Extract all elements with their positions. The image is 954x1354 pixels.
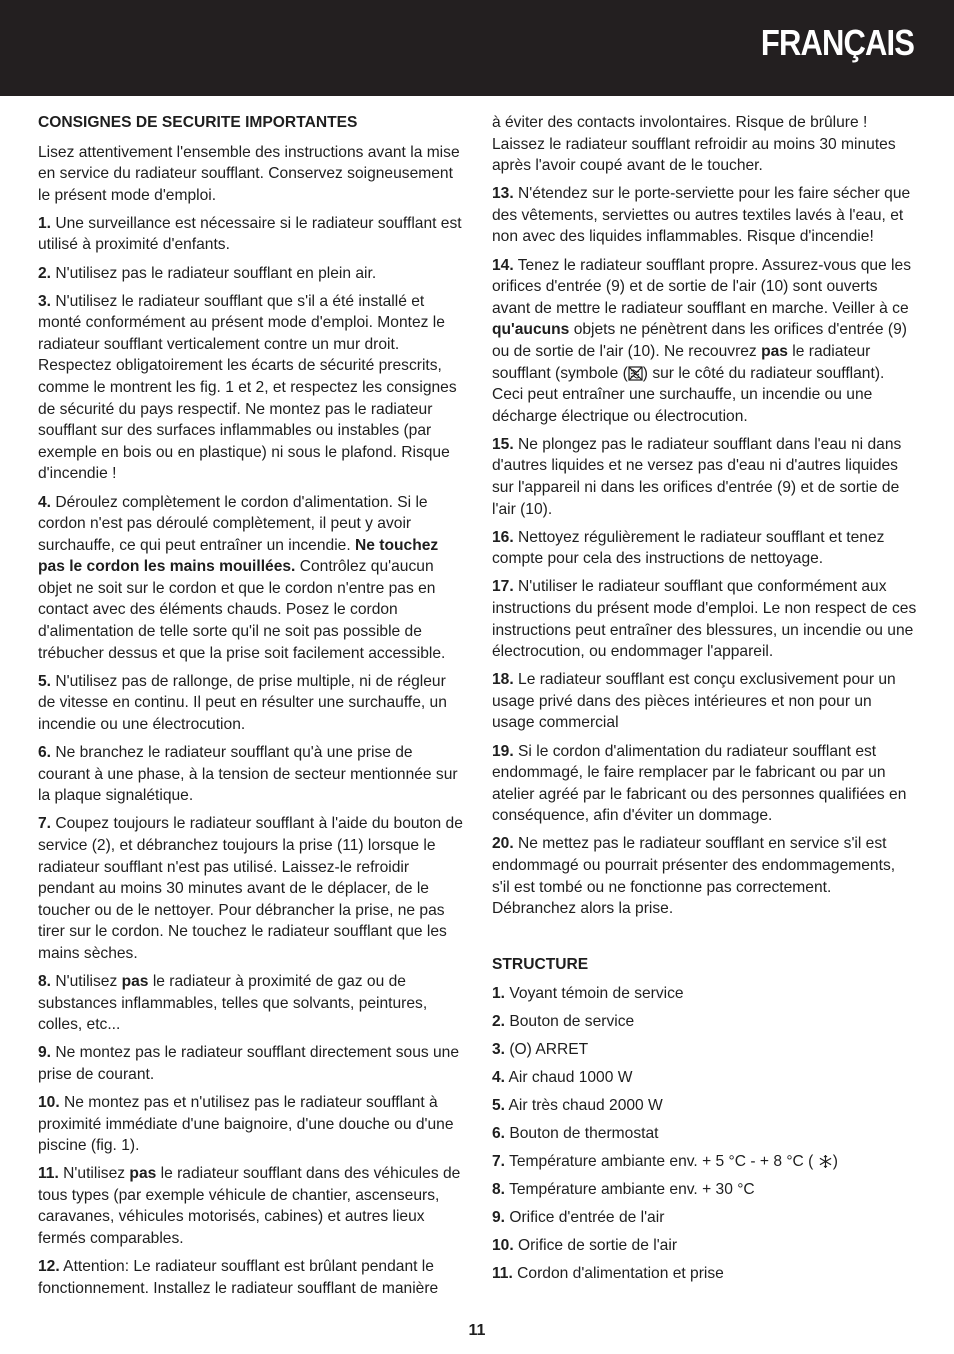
structure-heading: STRUCTURE xyxy=(492,956,589,974)
structure-item-1: 1. Voyant témoin de service xyxy=(492,984,684,1002)
safety-item-10: 10. Ne montez pas et n'utilisez pas le radiateur soufflant à proximité immédiate d'une baignoire, d'une douche ou d'une piscine (fig. 1). xyxy=(38,1093,454,1155)
structure-item-5: 5. Air très chaud 2000 W xyxy=(492,1096,663,1114)
structure-item-9: 9. Orifice d'entrée de l'air xyxy=(492,1208,665,1226)
do-not-cover-icon xyxy=(628,366,643,381)
safety-item-16: 16. Nettoyez régulièrement le radiateur soufflant et tenez compte pour cela des instructions de nettoyage. xyxy=(492,528,885,568)
safety-item-3: 3. N'utilisez le radiateur soufflant que s'il a été installé et monté conformément au présent mode d'emploi. Montez le radiateur soufflant verticalement contre un mur droit. Respectez obligatoirement les écarts de sécurité prescrits, comme le montrent les fig. 1 et 2, et respectez les consignes de sécurité du pays respectif. Ne montez pas le radiateur soufflant sur des surfaces inflammables ou instables (par exemple en bois ou en plastique) ni sous le plafond. Risque d'incendie ! xyxy=(38,292,457,483)
safety-item-14: 14. Tenez le radiateur soufflant propre. Assurez-vous que les orifices d'entrée (9) et de sortie de l'air (10) sont ouverts avant de mettre le radiateur soufflant en marche. Veiller à ce qu'aucuns objets ne pénètrent dans les orifices d'entrée (9) ou de sortie de l'air (10). Ne recouvrez pas le radiateur soufflant (symbole ( ) sur le côté du radiateur soufflant). Ceci peut entraîner une surchauffe, un incendie ou une décharge électrique ou électrocution. xyxy=(492,256,911,425)
structure-item-10: 10. Orifice de sortie de l'air xyxy=(492,1236,678,1254)
safety-heading: CONSIGNES DE SECURITE IMPORTANTES xyxy=(38,114,358,131)
safety-item-13: 13. N'étendez sur le porte-serviette pour les faire sécher que des vêtements, serviettes ou autres textiles lavés à l'eau, et non avec des liquides inflammables. Risque d'incendie! xyxy=(492,185,911,246)
safety-intro: Lisez attentivement l'ensemble des instructions avant la mise en service du radiateur soufflant. Conservez soigneusement le présent mode d'emploi. xyxy=(38,143,460,204)
safety-item-20: 20. Ne mettez pas le radiateur soufflant en service s'il est endommagé ou pourrait présenter des endommagements, s'il est tombé ou ne fonctionne pas correctement. Débranchez alors la prise. xyxy=(492,835,896,918)
structure-item-3: 3. (O) ARRET xyxy=(492,1040,589,1058)
safety-item-1: 1. Une surveillance est nécessaire si le radiateur soufflant est utilisé à proximité d'enfants. xyxy=(38,214,462,254)
safety-item-19: 19. Si le cordon d'alimentation du radiateur soufflant est endommagé, le faire remplacer par le fabricant ou par un atelier agréé par le fabricant ou des personnes qualifiées en conséquence, afin d'éviter un dommage. xyxy=(492,742,907,825)
structure-item-4: 4. Air chaud 1000 W xyxy=(492,1068,633,1086)
safety-item-11: 11. N'utilisez pas le radiateur soufflant dans des véhicules de tous types (par exemple véhicule de chantier, ascenseurs, caravanes, véhicules motorisés, cabines) et autres lieux fermés comparables. xyxy=(38,1165,461,1247)
safety-item-17: 17. N'utiliser le radiateur soufflant que conformément aux instructions du présent mode d'emploi. Le non respect de ces instructions peut entraîner des blessures, un incendie ou une électrocution, ou endommager l'appareil. xyxy=(492,578,917,661)
safety-item-18: 18. Le radiateur soufflant est conçu exclusivement pour un usage privé dans des pièces intérieures et non pour un usage commercial xyxy=(492,671,896,732)
structure-item-7: 7. Température ambiante env. + 5 °C - + 8 °C ( ) xyxy=(492,1152,838,1170)
safety-item-5: 5. N'utilisez pas de rallonge, de prise multiple, ni de régleur de vitesse en continu. Il peut en résulter une surchauffe, un incendie ou une électrocution. xyxy=(38,672,447,733)
right-column xyxy=(492,112,917,1292)
page-header xyxy=(0,0,954,96)
safety-item-12: 12. Attention: Le radiateur soufflant est brûlant pendant le fonctionnement. Installez le radiateur soufflant de manière xyxy=(38,1258,439,1297)
safety-item-4: 4. Déroulez complètement le cordon d'alimentation. Si le cordon n'est pas déroulé complètement, il peut y avoir surchauffe, ce qui peut entraîner un incendie. Ne touchez pas le cordon les mains mouillées. Contrôlez qu'aucun objet ne soit sur le cordon et que le cordon n'entre pas en contact avec des éléments chauds. Posez le cordon d'alimentation de telle sorte qu'il ne soit pas possible de trébucher dessus et que la prise soit facilement accessible. xyxy=(38,493,446,662)
safety-item-6: 6. Ne branchez le radiateur soufflant qu'à une prise de courant à une phase, à la tension de secteur mentionnée sur la plaque signalétique. xyxy=(38,744,458,805)
safety-item-2: 2. N'utilisez pas le radiateur soufflant en plein air. xyxy=(38,264,377,282)
safety-item-12-continued: à éviter des contacts involontaires. Risque de brûlure ! Laissez le radiateur soufflant refroidir au moins 30 minutes après l'avoir coupé avant de le toucher. xyxy=(492,114,896,175)
section-spacer xyxy=(492,926,917,954)
safety-item-8: 8. N'utilisez pas le radiateur à proximité de gaz ou de substances inflammables, telles que solvants, peintures, colles, etc... xyxy=(38,972,428,1034)
structure-item-8: 8. Température ambiante env. + 30 °C xyxy=(492,1180,755,1198)
left-column xyxy=(38,112,463,1306)
safety-item-7: 7. Coupez toujours le radiateur soufflant à l'aide du bouton de service (2), et débranchez toujours la prise (11) lorsque le radiateur soufflant n'est pas utilisé. Laissez-le refroidir pendant au moins 30 minutes avant de le déplacer, de le toucher ou de le nettoyer. Pour débrancher la prise, ne pas tirer sur le cordon. Ne touchez le radiateur soufflant que les mains sèches. xyxy=(38,815,463,962)
structure-item-11: 11. Cordon d'alimentation et prise xyxy=(492,1264,724,1282)
safety-item-9: 9. Ne montez pas le radiateur soufflant directement sous une prise de courant. xyxy=(38,1044,460,1083)
language-title: FRANÇAIS xyxy=(760,22,914,63)
page-number: 11 xyxy=(468,1322,486,1339)
safety-item-15: 15. Ne plongez pas le radiateur soufflant dans l'eau ni dans d'autres liquides et ne versez pas d'eau ni d'autres liquides sur l'appareil ni dans les orifices d'entrée (9) et de sortie de l'air (10). xyxy=(492,435,902,518)
structure-item-2: 2. Bouton de service xyxy=(492,1012,635,1030)
structure-item-6: 6. Bouton de thermostat xyxy=(492,1124,659,1142)
snowflake-icon xyxy=(818,1154,833,1169)
structure-list xyxy=(492,984,917,1292)
